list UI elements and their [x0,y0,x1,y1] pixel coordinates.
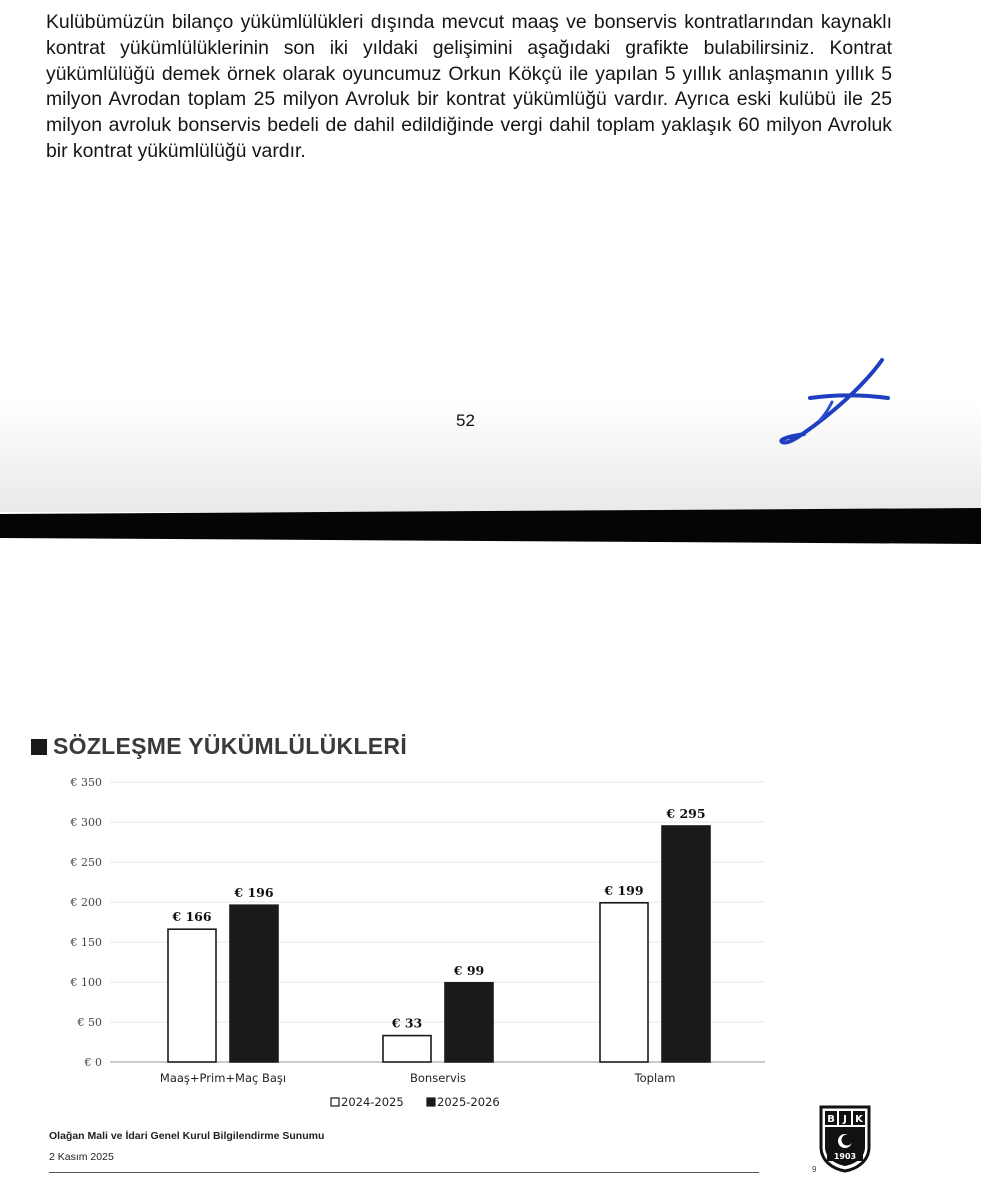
y-tick-label: € 0 [84,1056,102,1069]
x-category-label: Maaş+Prim+Maç Başı [159,1071,287,1085]
data-label: € 99 [453,962,485,978]
x-category-label: Toplam [634,1071,676,1085]
svg-text:B: B [827,1114,835,1125]
legend-label: 2025-2026 [437,1095,500,1109]
bar-2024-2025 [168,929,216,1062]
club-crest-logo [817,1103,873,1173]
y-tick-label: € 300 [70,816,102,829]
bar-2025-2026 [230,905,278,1062]
x-category-label: Bonservis [409,1071,467,1085]
page-number: 52 [456,411,475,430]
y-tick-label: € 150 [70,936,102,949]
contract-obligations-chart [0,770,800,1120]
data-label: € 199 [604,882,644,898]
footer-date: 2 Kasım 2025 [49,1151,114,1163]
bar-2025-2026 [445,983,493,1062]
svg-text:1903: 1903 [833,1152,857,1161]
legend-label: 2024-2025 [341,1095,404,1109]
data-label: € 196 [234,885,274,901]
data-label: € 166 [172,909,212,925]
page-separator-band [0,508,981,544]
footer-divider [49,1172,759,1173]
y-tick-label: € 100 [70,976,102,989]
title-bullet-square [31,739,47,755]
data-label: € 33 [391,1015,423,1031]
bar-2025-2026 [662,826,710,1062]
legend-swatch [427,1098,435,1106]
handwritten-signature [770,350,900,455]
y-tick-label: € 250 [70,856,102,869]
legend-swatch [331,1098,339,1106]
bar-2024-2025 [600,903,648,1062]
document-page [0,0,981,512]
slide-number: 9 [812,1165,817,1174]
y-tick-label: € 350 [70,776,102,789]
body-paragraph: Kulübümüzün bilanço yükümlülükleri dışında mevcut maaş ve bonservis kontratlarından kaynaklı kontrat yükümlülüklerinin son iki yıldaki gelişimini aşağıdaki grafikte bulabilirsiniz. Kontrat yükümlülüğü demek örnek olarak oyuncumuz Orkun Kökçü ile yapılan 5 yıllık anlaşmanın yıllık 5 milyon Avrodan toplam 25 milyon Avroluk bir kontrat yükümlüğü vardır. Ayrıca eski kulübü ile 25 milyon avroluk bonservis bedeli de dahil edildiğinde vergi dahil toplam yaklaşık 60 milyon Avroluk bir kontrat yükümlülüğü vardır. [46,11,892,162]
footer-title: Olağan Mali ve İdari Genel Kurul Bilgilendirme Sunumu [49,1130,325,1142]
data-label: € 295 [666,806,706,821]
y-tick-label: € 50 [77,1016,102,1029]
svg-text:K: K [855,1114,863,1125]
y-tick-label: € 200 [70,896,102,909]
bar-2024-2025 [383,1036,431,1062]
slide-title: SÖZLEŞME YÜKÜMLÜLÜKLERİ [53,733,408,759]
svg-text:J: J [843,1114,847,1125]
